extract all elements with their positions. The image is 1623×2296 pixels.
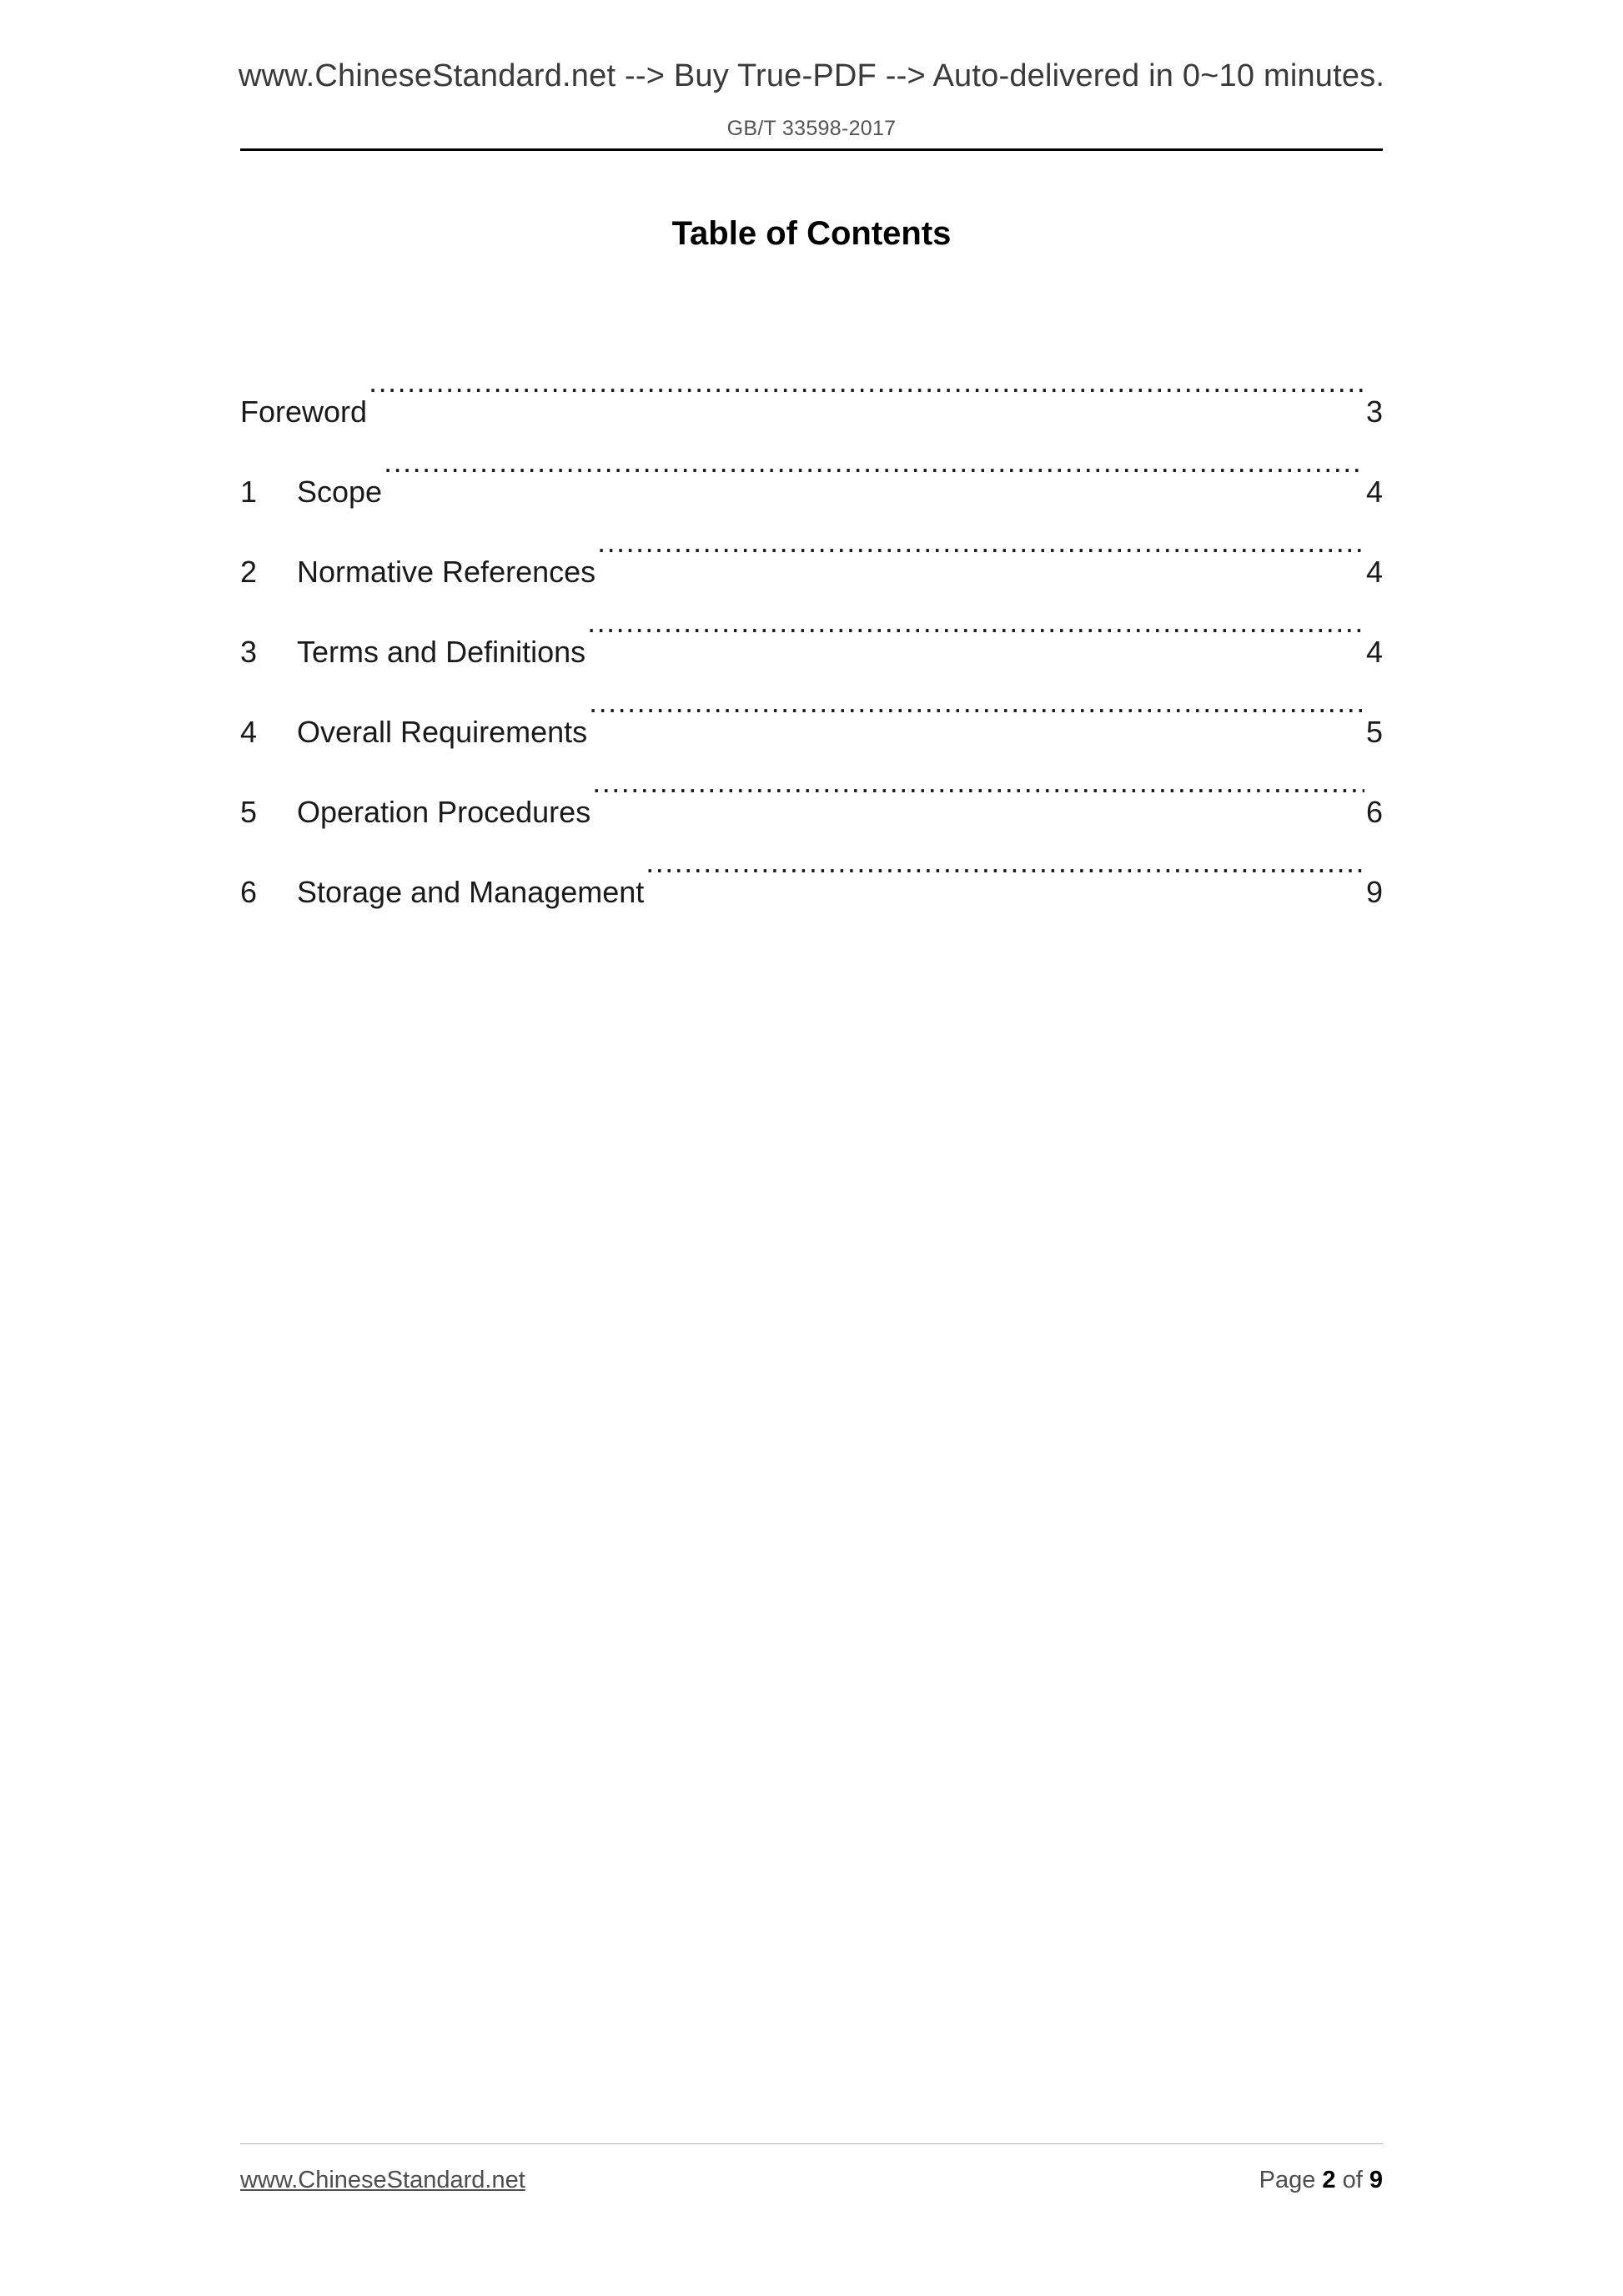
toc-entry-label: Scope [297, 475, 383, 509]
toc-entry-number: 3 [240, 635, 258, 669]
toc-entry-page: 5 [1365, 715, 1383, 749]
toc-entry-number: 4 [240, 715, 258, 749]
toc-entry-label: Terms and Definitions [297, 635, 586, 669]
page-title: Table of Contents [671, 215, 952, 252]
toc-entry-label: Overall Requirements [297, 715, 588, 749]
toc-entry-label: Normative References [297, 555, 596, 589]
footer-page-total: 9 [1369, 2167, 1383, 2193]
footer-page-number [974, 2167, 1383, 2194]
toc-entry-page: 9 [1365, 875, 1383, 909]
header-divider [240, 148, 1383, 151]
footer-divider [240, 2143, 1383, 2144]
toc-entry-label: Operation Procedures [297, 795, 591, 829]
toc-entry-label: Storage and Management [297, 875, 645, 909]
toc-leader-dots [589, 662, 1364, 742]
toc-leader-dots [597, 502, 1364, 582]
toc-leader-dots [384, 422, 1364, 502]
table-of-contents [240, 342, 1383, 909]
toc-leader-dots [587, 582, 1364, 662]
footer-page-current: 2 [1322, 2167, 1336, 2193]
header-standard-number: GB/T 33598-2017 [726, 117, 897, 140]
toc-leader-dots [592, 742, 1364, 822]
toc-entry-scope[interactable] [240, 422, 1383, 509]
promo-banner: www.ChineseStandard.net --> Buy True-PDF --> Auto-delivered in 0~10 minutes. [238, 58, 1385, 93]
footer-site-link[interactable]: www.ChineseStandard.net [240, 2167, 525, 2193]
footer-page-prefix: Page [1259, 2167, 1323, 2193]
toc-entry-page: 4 [1365, 635, 1383, 669]
toc-entry-label: Foreword [240, 394, 368, 429]
toc-leader-dots [369, 342, 1364, 422]
footer-page-middle: of [1335, 2167, 1369, 2193]
toc-leader-dots [646, 822, 1364, 902]
toc-entry-normative-references[interactable] [240, 502, 1383, 589]
toc-entry-number: 1 [240, 475, 258, 509]
toc-entry-page: 4 [1365, 475, 1383, 509]
toc-entry-number: 2 [240, 555, 258, 589]
toc-entry-page: 4 [1365, 555, 1383, 589]
toc-entry-foreword[interactable] [240, 342, 1383, 429]
toc-entry-page: 3 [1365, 394, 1383, 429]
toc-entry-number: 6 [240, 875, 258, 909]
toc-entry-page: 6 [1365, 795, 1383, 829]
toc-entry-number: 5 [240, 795, 258, 829]
